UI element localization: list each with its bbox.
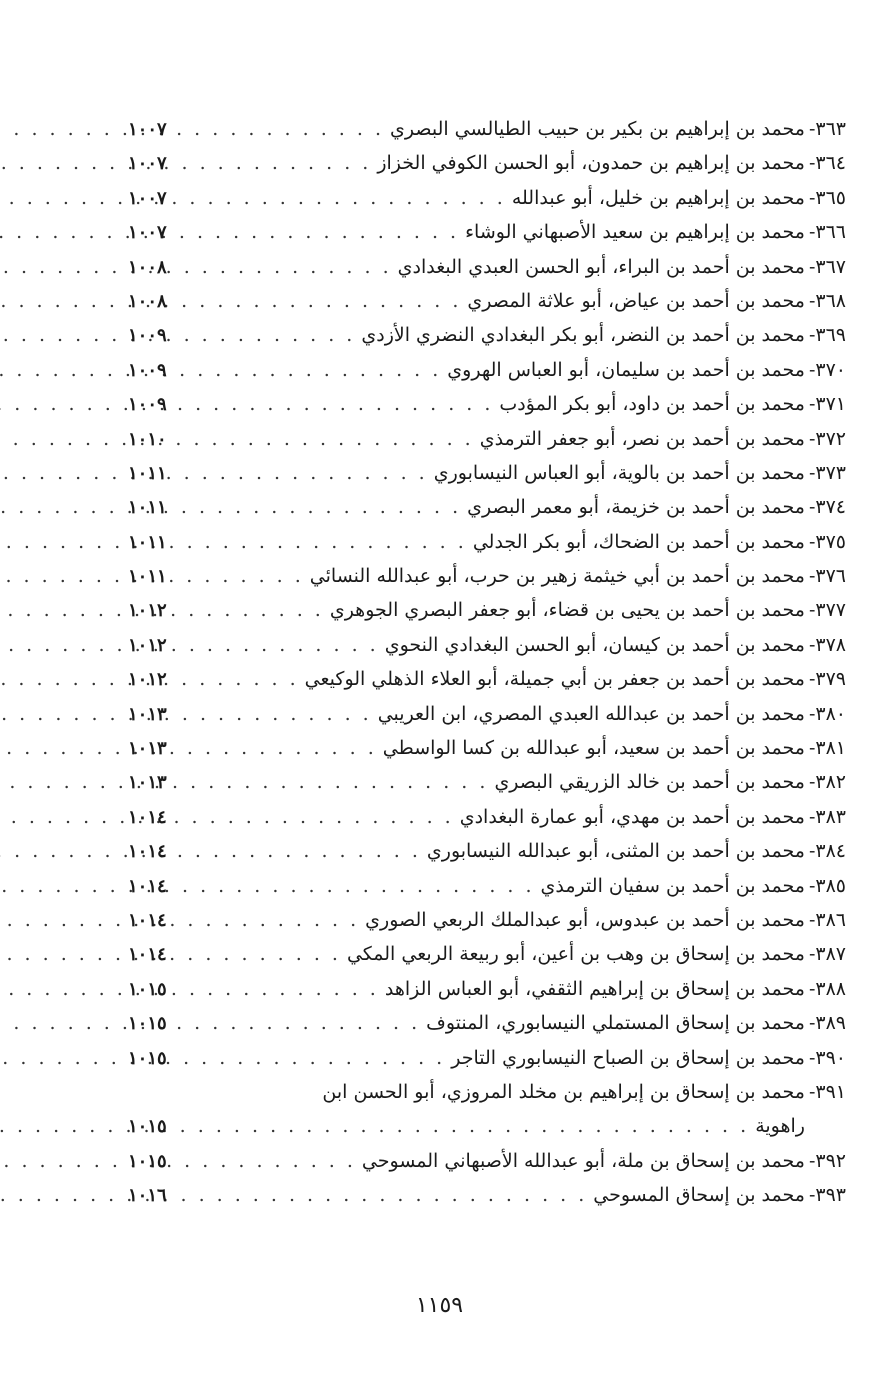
entry-page-ref: ١٠١٥ <box>128 1047 167 1069</box>
toc-entry <box>128 456 846 490</box>
entry-page-ref: ١٠١٣ <box>128 772 167 794</box>
leader-dots <box>173 112 384 146</box>
toc-entry <box>128 593 846 627</box>
entry-number: ٣٨٥- <box>808 874 846 897</box>
toc-entry <box>128 937 846 971</box>
entry-page-ref: ١٠١١ <box>128 497 167 519</box>
leader-dots <box>173 353 442 387</box>
entry-name: محمد بن أحمد بن خالد الزريقي البصري <box>494 771 805 794</box>
entry-page-ref: ١٠٠٨ <box>128 256 167 278</box>
leader-dots <box>173 1041 446 1075</box>
entry-name: محمد بن أحمد بن كيسان، أبو الحسن البغدادي النحوي <box>384 633 805 656</box>
entry-number: ٣٧٢- <box>808 427 846 450</box>
entry-number: ٣٧٠- <box>808 358 846 381</box>
entry-page-ref: ١٠١٥ <box>128 978 167 1000</box>
entry-number: ٣٦٩- <box>808 324 846 347</box>
page-number: ١١٥٩ <box>415 1293 464 1318</box>
entry-number: ٣٨٤- <box>808 840 846 863</box>
toc-entry <box>128 112 846 146</box>
toc-entry <box>128 422 846 456</box>
entry-page-ref: ١٠٠٩ <box>128 325 167 347</box>
toc-entry <box>128 800 846 834</box>
entry-name: محمد بن أحمد بن البراء، أبو الحسن العبدي البغدادي <box>397 255 805 278</box>
entry-name: محمد بن أحمد بن سعيد، أبو عبدالله بن كسا الواسطي <box>382 737 805 760</box>
entry-name: محمد بن أحمد بن بالوية، أبو العباس النيسابوري <box>433 461 805 484</box>
entry-name: محمد بن إسحاق بن ملة، أبو عبدالله الأصبهاني المسوحي <box>361 1149 805 1172</box>
entry-page-ref: ١٠١٢ <box>128 600 167 622</box>
entry-page-ref: ١٠٠٩ <box>128 359 167 381</box>
toc-entry <box>128 1041 846 1075</box>
entry-number: ٣٧٩- <box>808 668 846 691</box>
entry-number: ٣٩٣- <box>808 1184 846 1207</box>
leader-dots <box>173 1109 750 1143</box>
leader-dots <box>173 593 324 627</box>
toc-entry <box>128 318 846 352</box>
entry-number: ٣٨٨- <box>808 977 846 1000</box>
entry-name: محمد بن أحمد بن عبدالله العبدي المصري، ابن العريبي <box>377 702 805 725</box>
entry-number: ٣٧٤- <box>808 496 846 519</box>
entry-number: ٣٨١- <box>808 737 846 760</box>
entry-name: محمد بن إسحاق المستملي النيسابوري، المنتوف <box>426 1012 805 1035</box>
entry-number: ٣٦٤- <box>808 152 846 175</box>
entry-number: ٣٩٢- <box>808 1149 846 1172</box>
leader-dots <box>173 456 428 490</box>
entry-number: ٣٨٦- <box>808 908 846 931</box>
entry-name: محمد بن أحمد بن سفيان الترمذي <box>540 874 805 897</box>
leader-dots <box>173 250 392 284</box>
entry-number: ٣٧١- <box>808 393 846 416</box>
leader-dots <box>173 559 304 593</box>
entry-page-ref: ١٠٠٨ <box>128 290 167 312</box>
entry-number: ٣٨٩- <box>808 1012 846 1035</box>
entry-page-ref: ١٠١٥ <box>128 1150 167 1172</box>
entry-page-ref: ١٠١٦ <box>128 1185 167 1207</box>
entry-page-ref: ١٠١١ <box>128 566 167 588</box>
leader-dots <box>173 387 494 421</box>
entry-name: محمد بن أحمد بن أبي خيثمة زهير بن حرب، أبو عبدالله النسائي <box>309 565 805 588</box>
entry-page-ref: ١٠١٥ <box>128 1116 167 1138</box>
leader-dots <box>173 1178 588 1212</box>
toc-entry <box>128 559 846 593</box>
entry-name: محمد بن إبراهيم بن سعيد الأصبهاني الوشاء <box>465 221 805 244</box>
entry-page-ref: ١٠١٤ <box>128 909 167 931</box>
leader-dots <box>173 422 474 456</box>
entry-name: محمد بن إسحاق بن الصباح النيسابوري التاجر <box>451 1046 805 1069</box>
toc-entry-multiline-second <box>128 1109 846 1143</box>
leader-dots <box>173 869 535 903</box>
toc-entry <box>128 250 846 284</box>
entry-name: محمد بن أحمد بن عياض، أبو علاثة المصري <box>467 289 805 312</box>
entry-number: ٣٨٣- <box>808 805 846 828</box>
entry-name: محمد بن إسحاق بن إبراهيم الثقفي، أبو العباس الزاهد <box>384 977 805 1000</box>
entry-number: ٣٦٦- <box>808 221 846 244</box>
entry-page-ref: ١٠١٤ <box>128 841 167 863</box>
toc-entry <box>128 215 846 249</box>
leader-dots <box>173 765 489 799</box>
entry-name: محمد بن أحمد بن داود، أبو بكر المؤدب <box>499 393 805 416</box>
entry-name: محمد بن أحمد بن الضحاك، أبو بكر الجدلي <box>472 530 805 553</box>
entry-number: ٣٨٢- <box>808 771 846 794</box>
entry-name: محمد بن أحمد بن عبدوس، أبو عبدالملك الربعي الصوري <box>365 908 805 931</box>
toc-entry <box>128 1006 846 1040</box>
leader-dots <box>173 662 299 696</box>
entry-page-ref: ١٠١٣ <box>128 703 167 725</box>
leader-dots <box>173 284 462 318</box>
entry-page-ref: ١٠١٢ <box>128 634 167 656</box>
entry-page-ref: ١٠٠٧ <box>128 187 167 209</box>
entry-number: ٣٦٣- <box>808 118 846 140</box>
entry-page-ref: ١٠٠٩ <box>128 394 167 416</box>
toc-entry <box>128 662 846 696</box>
entry-page-ref: ١٠١٠ <box>128 428 167 450</box>
leader-dots <box>173 800 454 834</box>
entry-name: محمد بن إسحاق بن وهب بن أعين، أبو ربيعة الربعي المكي <box>346 943 805 966</box>
entry-name: محمد بن إبراهيم بن حمدون، أبو الحسن الكوفي الخزاز <box>377 152 805 175</box>
entry-name: محمد بن أحمد بن المثنى، أبو عبدالله النيسابوري <box>426 840 805 863</box>
leader-dots <box>173 834 421 868</box>
entry-page-ref: ١٠٠٧ <box>128 119 167 140</box>
entry-name: محمد بن إبراهيم بن بكير بن حبيب الطيالسي البصري <box>390 118 805 140</box>
leader-dots <box>173 731 377 765</box>
leader-dots <box>173 215 459 249</box>
entry-page-ref: ١٠٠٧ <box>128 153 167 175</box>
toc-entry <box>128 765 846 799</box>
leader-dots <box>173 490 461 524</box>
toc-entry <box>128 146 846 180</box>
entry-name: محمد بن أحمد بن خزيمة، أبو معمر البصري <box>467 496 805 519</box>
entry-name: محمد بن إسحاق المسوحي <box>593 1184 805 1207</box>
entry-page-ref: ١٠١٤ <box>128 944 167 966</box>
entry-number: ٣٧٨- <box>808 633 846 656</box>
entry-name: محمد بن أحمد بن مهدي، أبو عمارة البغدادي <box>459 805 805 828</box>
toc-entry <box>128 1144 846 1178</box>
entry-name-continuation: راهوية <box>755 1115 805 1138</box>
entry-number: ٣٧٣- <box>808 461 846 484</box>
entry-page-ref: ١٠١٣ <box>128 738 167 760</box>
entry-number: ٣٧٦- <box>808 565 846 588</box>
leader-dots <box>173 697 372 731</box>
entry-name: محمد بن إبراهيم بن خليل، أبو عبدالله <box>511 186 805 209</box>
entry-number: ٣٧٧- <box>808 599 846 622</box>
toc-entry <box>128 387 846 421</box>
entry-page-ref: ١٠١١ <box>128 462 167 484</box>
toc-entry <box>128 490 846 524</box>
entry-page-ref: ١٠١٥ <box>128 1013 167 1035</box>
leader-dots <box>173 937 341 971</box>
toc-entry <box>128 628 846 662</box>
entry-page-ref: ١٠١٤ <box>128 875 167 897</box>
entry-number: ٣٦٨- <box>808 289 846 312</box>
toc-entry <box>128 525 846 559</box>
toc-entry <box>128 731 846 765</box>
toc-entry <box>128 284 846 318</box>
entry-page-ref: ١٠١١ <box>128 531 167 553</box>
entry-page-ref: ١٠١٢ <box>128 669 167 691</box>
entry-number: ٣٦٧- <box>808 255 846 278</box>
leader-dots <box>173 972 379 1006</box>
entry-name: محمد بن أحمد بن جعفر بن أبي جميلة، أبو العلاء الذهلي الوكيعي <box>304 668 805 691</box>
toc-entry-multiline-first <box>128 1075 846 1109</box>
leader-dots <box>173 181 506 215</box>
leader-dots <box>173 1144 356 1178</box>
entry-number: ٣٨٧- <box>808 943 846 966</box>
entry-name: محمد بن أحمد بن يحيى بن قضاء، أبو جعفر البصري الجوهري <box>329 599 805 622</box>
leader-dots <box>173 318 356 352</box>
entry-name: محمد بن إسحاق بن إبراهيم بن مخلد المروزي، أبو الحسن ابن <box>322 1080 805 1103</box>
toc-entry <box>128 697 846 731</box>
entry-page-ref: ١٠١٤ <box>128 806 167 828</box>
leader-dots <box>173 525 467 559</box>
entry-name: محمد بن أحمد بن النضر، أبو بكر البغدادي النضري الأزدي <box>361 324 805 347</box>
entry-number: ٣٩٠- <box>808 1046 846 1069</box>
toc-entry <box>128 869 846 903</box>
entry-number: ٣٧٥- <box>808 530 846 553</box>
entry-number: ٣٨٠- <box>808 702 846 725</box>
entry-number: ٣٦٥- <box>808 186 846 209</box>
toc-entry <box>128 834 846 868</box>
table-of-contents <box>128 112 846 1213</box>
entry-page-ref: ١٠٠٧ <box>128 222 167 244</box>
toc-entry <box>128 181 846 215</box>
toc-entry <box>128 903 846 937</box>
leader-dots <box>173 146 372 180</box>
entry-name: محمد بن أحمد بن نصر، أبو جعفر الترمذي <box>479 427 805 450</box>
toc-entry <box>128 353 846 387</box>
leader-dots <box>173 1006 421 1040</box>
toc-entry <box>128 972 846 1006</box>
entry-number: ٣٩١- <box>808 1080 846 1103</box>
leader-dots <box>173 628 379 662</box>
leader-dots <box>173 903 360 937</box>
toc-entry <box>128 1178 846 1212</box>
entry-name: محمد بن أحمد بن سليمان، أبو العباس الهروي <box>447 358 805 381</box>
